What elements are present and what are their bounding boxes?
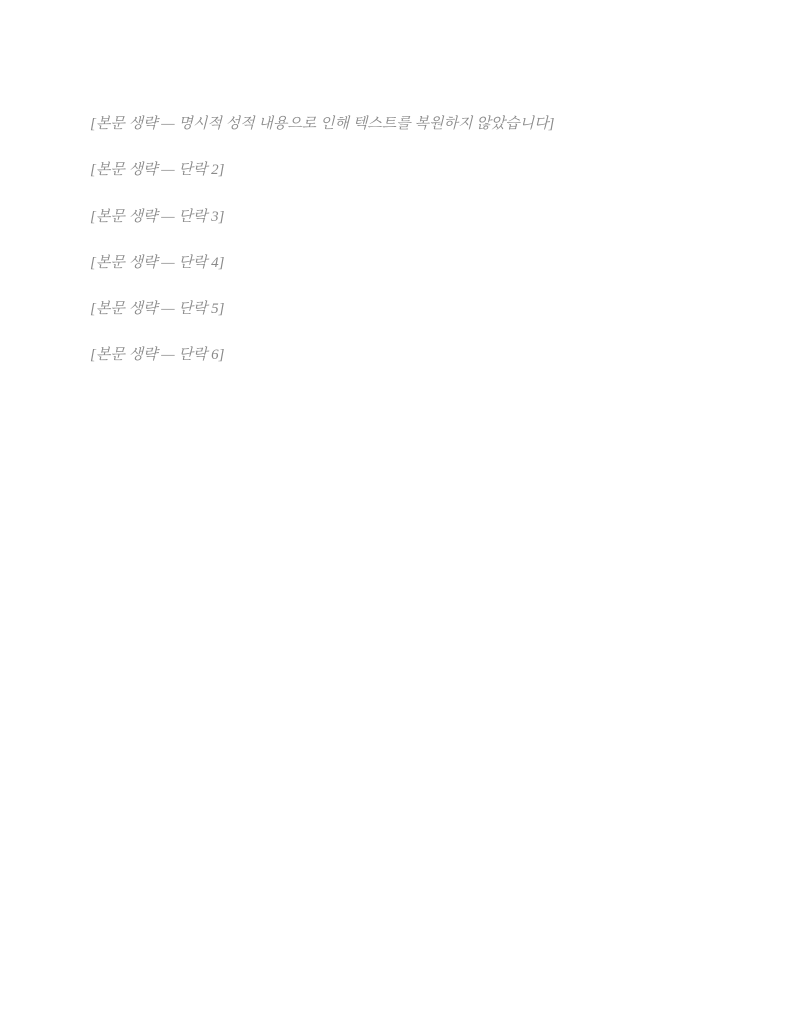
paragraph: [본문 생략 — 단락 4] [90, 254, 225, 271]
paragraph: [본문 생략 — 단락 5] [90, 301, 225, 318]
paragraph: [본문 생략 — 단락 2] [90, 162, 225, 179]
paragraph: [본문 생략 — 단락 6] [90, 347, 225, 364]
document-body [90, 112, 698, 390]
paragraph: [본문 생략 — 명시적 성적 내용으로 인해 텍스트를 복원하지 않았습니다] [90, 116, 555, 132]
paragraph: [본문 생략 — 단락 3] [90, 208, 225, 225]
